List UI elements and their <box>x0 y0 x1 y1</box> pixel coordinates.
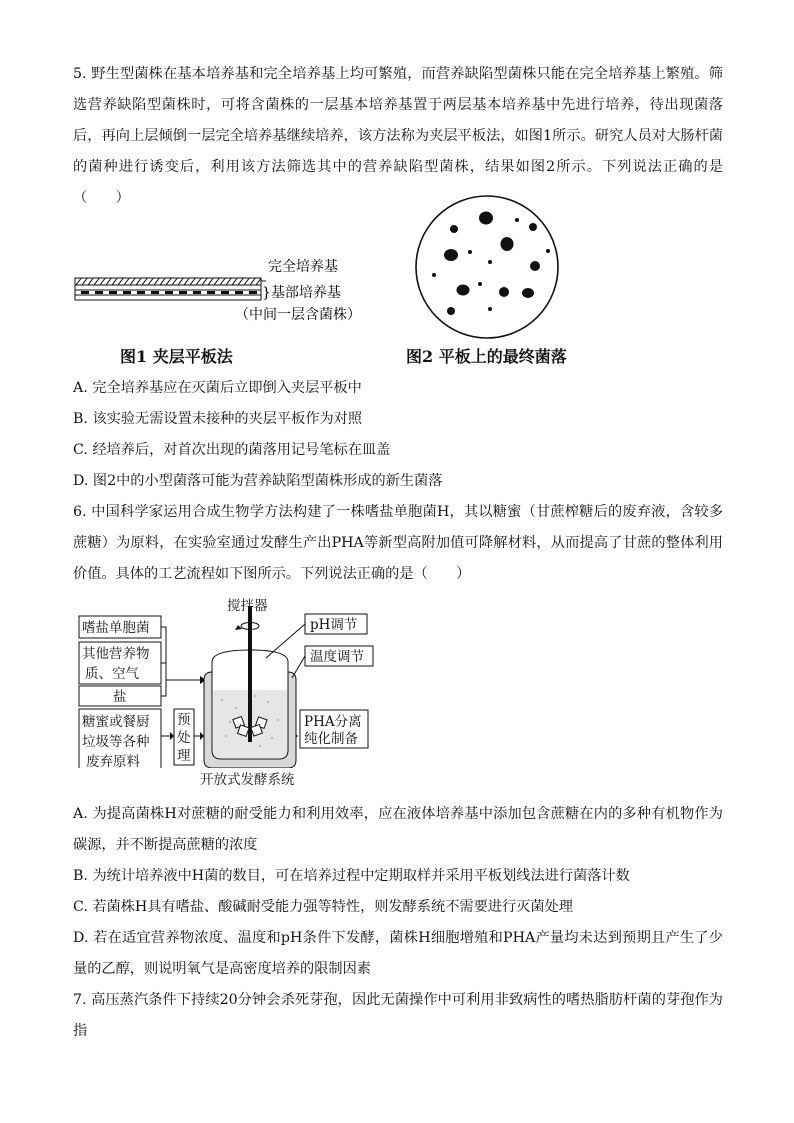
q5-option-d: D. 图2中的小型菌落可能为营养缺陷型菌株形成的新生菌落 <box>73 473 443 489</box>
svg-text:糖蜜或餐厨: 糖蜜或餐厨 <box>82 714 150 730</box>
svg-text:垃圾等各种: 垃圾等各种 <box>82 734 150 750</box>
svg-text:温度调节: 温度调节 <box>310 649 364 665</box>
svg-text:质、空气: 质、空气 <box>85 666 139 682</box>
label-complete-medium: 完全培养基 <box>268 259 338 275</box>
bacteria-layer <box>75 290 261 295</box>
stirrer-label: 搅拌器 <box>227 598 268 614</box>
q5-option-a: A. 完全培养基应在灭菌后立即倒入夹层平板中 <box>73 380 362 396</box>
svg-text:纯化制备: 纯化制备 <box>304 731 358 747</box>
q6-option-c: C. 若菌株H具有嗜盐、酸碱耐受能力强等特性，则发酵系统不需要进行灭菌处理 <box>73 899 573 915</box>
system-label: 开放式发酵系统 <box>200 772 295 788</box>
svg-text:其他营养物: 其他营养物 <box>82 646 150 662</box>
figure2-plate <box>412 192 562 342</box>
figure1-caption: 图1 夹层平板法 <box>120 347 233 366</box>
q5-option-c: C. 经培养后，对首次出现的菌落用记号笔标在皿盖 <box>73 442 391 458</box>
figure2-caption: 图2 平板上的最终菌落 <box>406 347 567 366</box>
q5-option-b: B. 该实验无需设置未接种的夹层平板作为对照 <box>73 411 363 427</box>
base-medium-layer-top <box>75 285 261 290</box>
figure1-diagram <box>70 245 390 330</box>
label-middle-layer: （中间一层含菌株） <box>235 307 361 323</box>
svg-text:盐: 盐 <box>113 689 127 705</box>
process-flow-diagram <box>70 596 390 768</box>
svg-text:嗜盐单胞菌: 嗜盐单胞菌 <box>82 620 150 636</box>
base-medium-layer-bottom <box>75 295 261 300</box>
svg-text:pH调节: pH调节 <box>310 617 358 633</box>
q6-option-d: D. 若在适宜营养物浓度、温度和pH条件下发酵，菌株H细胞增殖和PHA产量均未达到预期且产生了少量的乙醇，则说明氧气是高密度培养的限制因素 <box>73 930 723 977</box>
q6-option-b: B. 为统计培养液中H菌的数目，可在培养过程中定期取样并采用平板划线法进行菌落计数 <box>73 868 630 884</box>
q6-stem: 6. 中国科学家运用合成生物学方法构建了一株嗜盐单胞菌H，其以糖蜜（甘蔗榨糖后的废弃液，含较多蔗糖）为原料，在实验室通过发酵生产出PHA等新型高附加值可降解材料，从而提高了甘蔗的整体利用价值。具体的工艺流程如下图所示。下列说法正确的是（ ） <box>73 504 724 582</box>
svg-text:废弃原料: 废弃原料 <box>86 754 140 768</box>
complete-medium-layer <box>75 278 261 285</box>
q7-stem: 7. 高压蒸汽条件下持续20分钟会杀死芽孢，因此无菌操作中可利用非致病性的嗜热脂肪杆菌的芽孢作为指 <box>73 992 723 1039</box>
q5-stem: 5. 野生型菌株在基本培养基和完全培养基上均可繁殖，而营养缺陷型菌株只能在完全培养基上繁殖。筛选营养缺陷型菌株时，可将含菌株的一层基本培养基置于两层基本培养基中先进行培养，待出现菌落后，再向上层倾倒一层完全培养基继续培养，该方法称为夹层平板法，如图1所示。研究人员对大肠杆菌的菌种进行诱变后，利用该方法筛选其中的营养缺陷型菌株，结果如图2所示。下列说法正确的是（ ） <box>73 66 723 206</box>
svg-text:PHA分离: PHA分离 <box>304 714 362 730</box>
q6-option-a: A. 为提高菌株H对蔗糖的耐受能力和利用效率，应在液体培养基中添加包含蔗糖在内的多种有机物作为碳源，并不断提高蔗糖的浓度 <box>73 806 723 853</box>
svg-text:处: 处 <box>177 730 191 746</box>
svg-text:理: 理 <box>177 748 191 764</box>
label-base-medium: }基部培养基 <box>262 285 341 301</box>
svg-text:预: 预 <box>177 712 191 728</box>
